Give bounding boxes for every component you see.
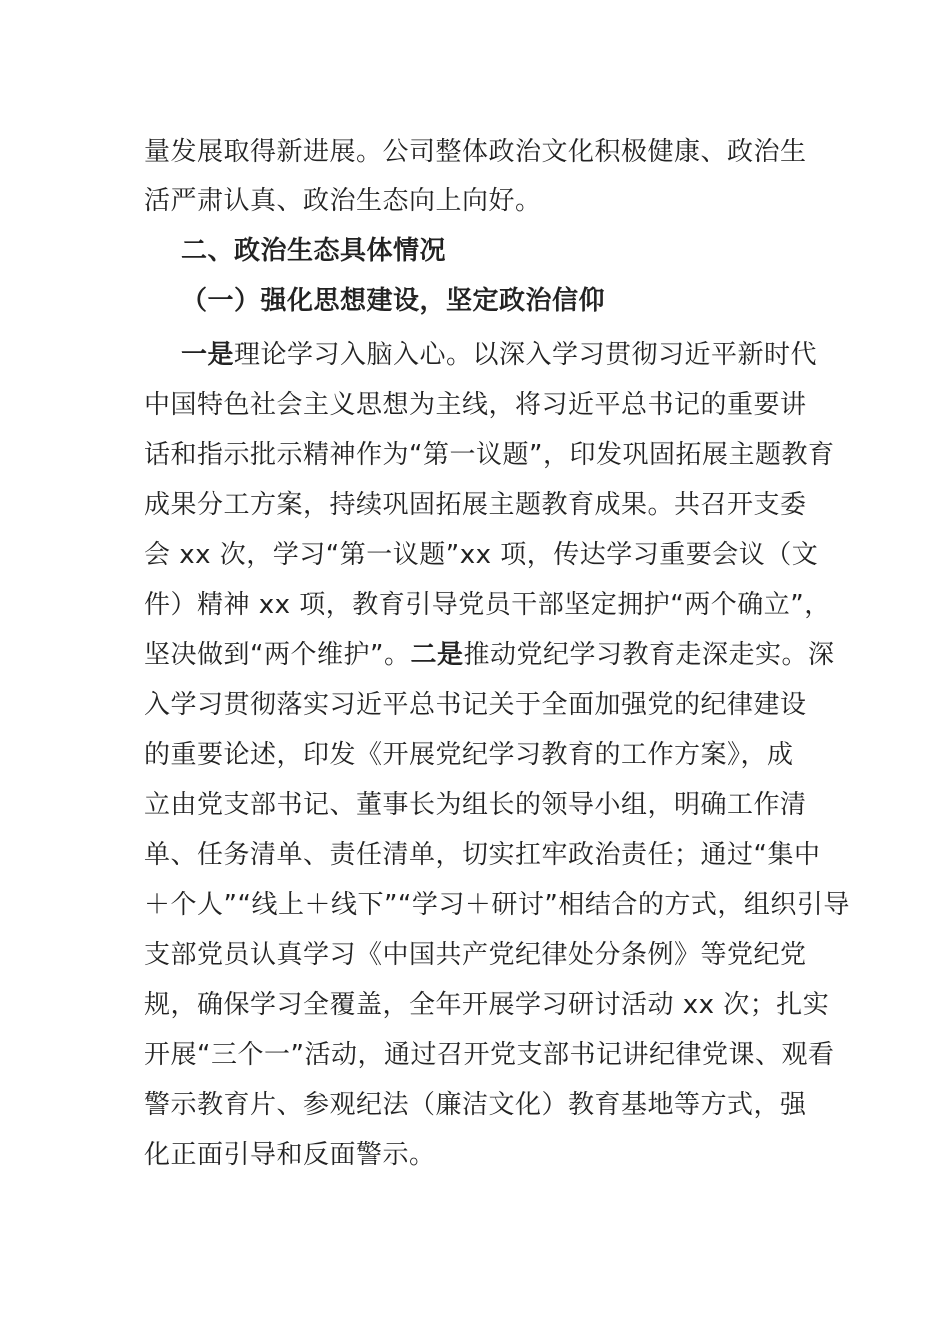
paragraph-line-7 xyxy=(144,638,834,672)
subsection-heading: （一）强化思想建设，坚定政治信仰 xyxy=(181,286,606,316)
section-heading: 二、政治生态具体情况 xyxy=(181,236,447,266)
paragraph-line-13: 支部党员认真学习《中国共产党纪律处分条例》等党纪党 xyxy=(144,940,807,970)
paragraph-line-7-rest: 推动党纪学习教育走深走实。深 xyxy=(463,640,835,670)
paragraph-line-14: 规，确保学习全覆盖，全年开展学习研讨活动 xx 次；扎实 xyxy=(144,990,830,1020)
paragraph-line-17: 化正面引导和反面警示。 xyxy=(144,1140,436,1170)
paragraph-line-16: 警示教育片、参观纪法（廉洁文化）教育基地等方式，强 xyxy=(144,1090,807,1120)
paragraph-line-6: 件）精神 xx 项，教育引导党员干部坚定拥护“两个确立”， xyxy=(144,590,831,620)
paragraph-line-7-start: 坚决做到“两个维护”。 xyxy=(144,640,411,670)
intro-line-2: 活严肃认真、政治生态向上向好。 xyxy=(144,186,542,216)
paragraph-line-2: 中国特色社会主义思想为主线，将习近平总书记的重要讲 xyxy=(144,390,807,420)
second-point-marker: 二是 xyxy=(410,640,464,670)
paragraph-line-4: 成果分工方案，持续巩固拓展主题教育成果。共召开支委 xyxy=(144,490,807,520)
paragraph-line-1-text: 理论学习入脑入心。以深入学习贯彻习近平新时代 xyxy=(234,340,818,370)
paragraph-line-9: 的重要论述，印发《开展党纪学习教育的工作方案》，成 xyxy=(144,740,794,770)
paragraph-line-10: 立由党支部书记、董事长为组长的领导小组，明确工作清 xyxy=(144,790,807,820)
first-point-marker: 一是 xyxy=(181,340,235,370)
paragraph-line-8: 入学习贯彻落实习近平总书记关于全面加强党的纪律建设 xyxy=(144,690,807,720)
paragraph-line-1 xyxy=(181,338,817,372)
paragraph-line-12: ＋个人”“线上＋线下”“学习＋研讨”相结合的方式，组织引导 xyxy=(144,890,850,920)
paragraph-line-5: 会 xx 次，学习“第一议题”xx 项，传达学习重要会议（文 xyxy=(144,540,819,570)
paragraph-line-3: 话和指示批示精神作为“第一议题”，印发巩固拓展主题教育 xyxy=(144,440,835,470)
paragraph-line-15: 开展“三个一”活动，通过召开党支部书记讲纪律党课、观看 xyxy=(144,1040,835,1070)
intro-line-1: 量发展取得新进展。公司整体政治文化积极健康、政治生 xyxy=(144,137,807,167)
paragraph-line-11: 单、任务清单、责任清单，切实扛牢政治责任；通过“集中 xyxy=(144,840,821,870)
